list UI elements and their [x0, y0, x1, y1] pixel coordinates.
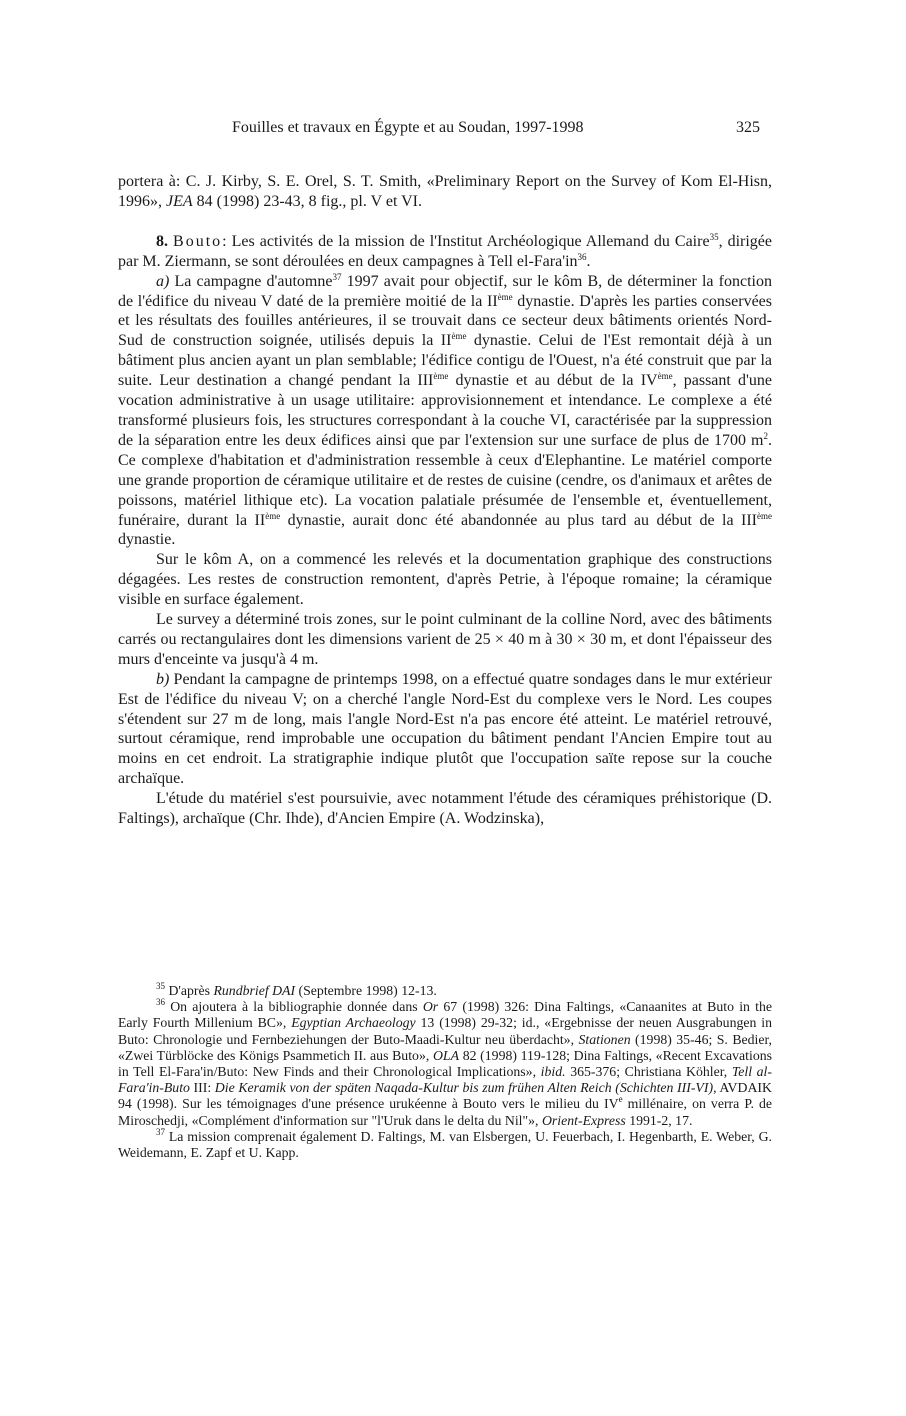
paragraph-spring-campaign: b) Pendant la campagne de printemps 1998, on a effectué quatre sondages dans le mur extérieur Est de l'édifice du niveau V; on a cherché l'angle Nord-Est du complexe vers le Nord. Les coupes s'étendent sur 27 m de long, mais l'angle Nord-Est n'a pas encore été atteint. Le matériel retrouvé, surtout céramique, rend improbable une occupation du bâtiment pendant l'Ancien Empire tout au moins en cet endroit. La stratigraphie indique plutôt que l'occupation saïte repose sur la couche archaïque. [118, 670, 772, 788]
footnote-37: $^{37}$ La mission comprenait également D. Faltings, M. van Elsbergen, U. Feuerbach, I. Hegenbarth, E. Weber, G. Weidemann, E. Zapf et U. Kapp. [118, 1126, 772, 1161]
paragraph-autumn-campaign: a) La campagne d'automne$^{37}$ 1997 avait pour objectif, sur le kôm B, de déterminer la fonction de l'édifice du niveau V daté de la première moitié de la IIème dynastie. D'après les parties conservées et les résultats des fouilles antérieures, il se trouvait dans ce secteur deux bâtiments orientés Nord-Sud de construction soignée, utilisés depuis la IIème dynastie. Celui de l'Est remontait déjà à un bâtiment plus ancien ayant un plan semblable; l'édifice contigu de l'Ouest, n'a été construit que par la suite. Leur destination a changé pendant la IIIème dynastie et au début de la IVème, passant d'une vocation administrative à un usage utilitaire: approvisionnement et intendance. Le complexe a été transformé plusieurs fois, les structures correspondant à la couche VI, caractérisée par la suppression de la séparation entre les deux édifices ainsi que par l'extension sur une surface de plus de 1700 $m^2$. Ce complexe d'habitation et d'administration ressemble à ceux d'Elephantine. Le matériel comporte une grande proportion de céramique utilitaire et de restes de cuisine (cendre, os d'animaux et arêtes de poissons, matériel lithique etc). La vocation palatiale présumée de l'ensemble et, éventuellement, funéraire, durant la IIème dynastie, aurait donc été abandonnée au plus tard au début de la IIIème dynastie. [118, 271, 773, 549]
footnote-ref-35: 35 [709, 231, 719, 242]
page-number: 325 [736, 119, 760, 136]
paragraph-material-study: L'étude du matériel s'est poursuivie, avec notamment l'étude des céramiques préhistorique (D. Faltings), archaïque (Chr. Ihde), d'Ancien Empire (A. Wodzinska), [118, 790, 772, 828]
section-number: 8. [156, 232, 168, 250]
paragraph-survey: Le survey a déterminé trois zones, sur le point culminant de la colline Nord, avec des bâtiments carrés ou rectangulaires dont les dimensions varient de 25 × 40 m à 30 × 30 m, et dont l'épaisseur des murs d'enceinte va jusqu'à 4 m. [118, 611, 772, 668]
paragraph-continuation: portera à: C. J. Kirby, S. E. Orel, S. T. Smith, «Preliminary Report on the Survey of Kom El-Hisn, 1996», JEA 84 (1998) 23-43, 8 fig., pl. V et VI. [118, 173, 772, 210]
main-text [118, 172, 772, 829]
running-header [118, 119, 770, 141]
footnote-ref-36: 36 [577, 251, 587, 262]
paragraph-bouto: 8. Bouto: Les activités de la mission de l'Institut Archéologique Allemand du Caire$^{35}$, dirigée par M. Ziermann, se sont déroulées en deux campagnes à Tell $el-Fara'in^{36}$. [118, 231, 773, 270]
footnotes [118, 983, 772, 1161]
footnote-35: $^{35}$ D'après Rundbrief DAI (Septembre 1998) 12-13. [156, 981, 437, 998]
footnote-ref-37: 37 [332, 271, 342, 282]
running-title: Fouilles et travaux en Égypte et au Soudan, 1997-1998 [232, 119, 584, 136]
paragraph-kom-a: Sur le kôm A, on a commencé les relevés et la documentation graphique des constructions dégagées. Les restes de construction remontent, d'après Petrie, à l'époque romaine; la céramique visible en surface également. [118, 551, 772, 609]
site-name: Bouto [173, 232, 223, 250]
footnote-36: $^{36}$ On ajoutera à la bibliographie donnée dans Or 67 (1998) 326: Dina Faltings, «Canaanites at Buto in the Early Fourth Millenium BC», Egyptian Archaeology 13 (1998) 29-32; id., «Ergebnisse der neuen Ausgrabungen in Buto: Chronologie und Fernbeziehungen der Buto-Maadi-Kultur neu überdacht», Stationen (1998) 35-46; S. Bedier, «Zwei Türblöcke des Königs Psammetich II. aus Buto», OLA 82 (1998) 119-128; Dina Faltings, «Recent Excavations in Tell El-Fara'in/Buto: New Finds and their Chronological Implications», ibid. 365-376; Christiana Köhler, Tell al-Fara'in-Buto III: Die Keramik von der späten Naqada-Kultur bis zum frühen Alten Reich (Schichten III-VI), AVDAIK 94 (1998). Sur les témoignages d'une présence urukéenne à Bouto vers le milieu du IVe millénaire, on verra P. de Miroschedji, «Complément d'information sur "l'Uruk dans le delta du Nil"», Orient-Express 1991-2, 17. [118, 997, 773, 1128]
